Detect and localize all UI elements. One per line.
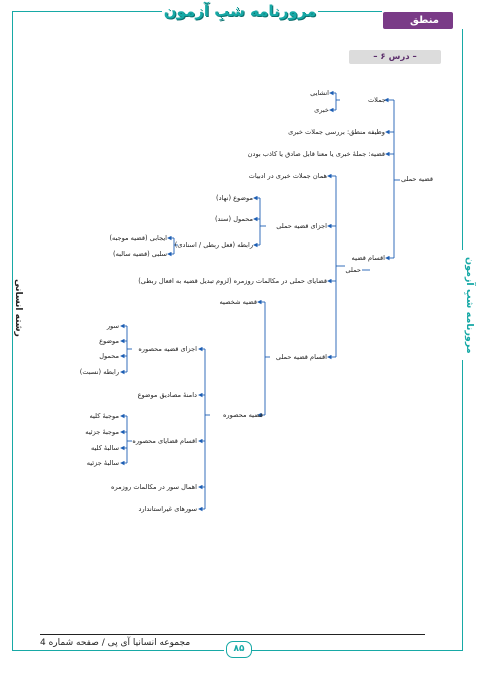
node-roozmare: قضایای حملی در مکالمات روزمره (لزوم تبدیل قضیه به افعال ربطی) [138,277,327,285]
node-mahsure: قضیه محصوره [222,411,263,419]
node-salebe-joziye: سالبهٔ جزئیه [86,459,119,467]
node-salebe-kolliye: سالبهٔ کلیه [90,444,119,452]
subject-tab: منطق [383,12,453,29]
footer-divider [40,634,425,635]
side-label-right: مرورنامه شبِ آزمون [451,250,475,360]
node-sur: سور [106,322,119,330]
node-vazife: وظیفه منطق: بررسی جملات خبری [288,128,385,136]
node-rabete2: رابطه (نسبت) [79,368,119,376]
node-hamli: حملی [345,266,361,274]
node-aqsam-qadiye: اقسام قضیه [351,254,385,262]
node-ehmal: اهمال سور در مکالمات روزمره [111,483,197,491]
page-number: ۸۵ [226,641,252,658]
page-header-title: مرورنامه شبِ آزمون [163,2,317,20]
node-mahmul: محمول (سند) [214,215,253,223]
node-ijabi: ایجابی (قضیه موجبه) [109,234,167,242]
node-shakhsiye: قضیه شخصیه [219,298,257,306]
footer-text: مجموعه انسانیا آی پی / صفحه شماره 4 [40,638,191,648]
node-mozoo2: موضوع [99,337,119,345]
node-haman-jomalat: همان جملات خبری در ادبیات [248,172,327,180]
node-qadiye-hamli: قضیه حملی [400,175,433,183]
node-mujabe-joziye: موجبهٔ جزئیه [85,428,119,436]
node-mujabe-kolliye: موجبهٔ کلیه [89,412,119,420]
side-label-left: رشته انسانی [13,279,23,337]
node-aqsam-hamli: اقسام قضیه حملی [275,353,327,361]
node-khabari: خبری [314,106,329,114]
node-ajza: اجزای قضیه حملی [276,222,327,230]
node-mozoo: موضوع (نهاد) [216,194,253,202]
node-enshaei: انشایی [310,89,329,97]
node-qadiye-def: قضیه: جملهٔ خبری یا معنا قابل صادق یا کاذب بودن [247,150,385,158]
node-rabete: رابطه (فعل ربطی / اسنادی) [174,241,253,249]
node-sourha: سورهای غیراستاندارد [138,505,197,513]
node-ajza-mahsure: اجزای قضیه محصوره [138,345,197,353]
node-aqsam-mahsure: اقسام قضایای محصوره [132,437,197,445]
node-mahmul2: محمول [99,352,119,360]
lesson-label: – درس ۶ – [349,50,441,64]
node-salbi: سلبی (قضیه سالبه) [113,250,167,258]
node-damane: دامنهٔ مصادیق موضوع [137,391,197,399]
node-jomalat: جملات [367,96,386,104]
